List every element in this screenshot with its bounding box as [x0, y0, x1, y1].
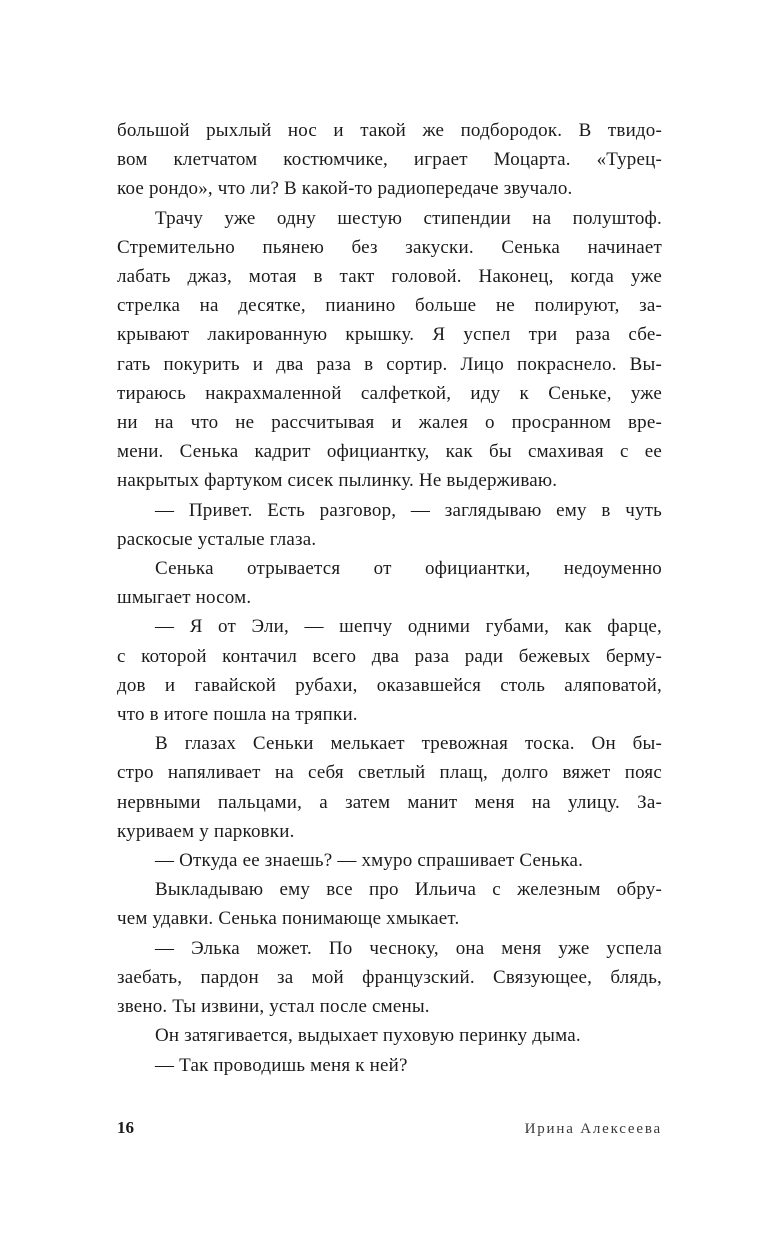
paragraph: [117, 554, 662, 612]
text-line: Сенька отрывается от официантки, недоуменно: [155, 558, 662, 580]
text-line: вом клетчатом костюмчике, играет Моцарта. «Турец-: [117, 149, 662, 171]
text-line: куриваем у парковки.: [117, 820, 295, 842]
paragraph: [117, 1051, 662, 1080]
text-line: кое рондо», что ли? В какой-то радиопередаче звучало.: [117, 178, 573, 200]
text-line: — Откуда ее знаешь? — хмуро спрашивает Сенька.: [155, 850, 584, 872]
page-footer: [117, 1118, 662, 1138]
text-line: крывают лакированную крышку. Я успел три раза сбе-: [117, 324, 662, 346]
running-header-author: Ирина Алексеева: [524, 1121, 662, 1137]
text-line: гать покурить и два раза в сортир. Лицо покраснело. Вы-: [117, 353, 662, 375]
paragraph: [117, 729, 662, 846]
text-line: дов и гавайской рубахи, оказавшейся столь аляповатой,: [117, 674, 662, 696]
text-line: звено. Ты извини, устал после смены.: [117, 996, 430, 1018]
text-line: В глазах Сеньки мелькает тревожная тоска. Он бы-: [155, 733, 662, 755]
paragraph: [117, 875, 662, 933]
text-line: большой рыхлый нос и такой же подбородок. В твидо-: [117, 120, 662, 141]
text-line: Трачу уже одну шестую стипендии на полуштоф.: [155, 207, 662, 229]
text-line: накрытых фартуком сисек пылинку. Не выдерживаю.: [117, 470, 558, 492]
text-line: — Так проводишь меня к ней?: [155, 1054, 408, 1076]
page-number: 16: [117, 1118, 134, 1137]
text-line: Стремительно пьянею без закуски. Сенька начинает: [117, 236, 662, 258]
paragraph: [117, 204, 662, 496]
paragraph: [117, 846, 662, 875]
paragraph: [117, 496, 662, 554]
text-block: [117, 116, 662, 1080]
paragraph: [117, 1021, 662, 1050]
text-line: что в итоге пошла на тряпки.: [117, 704, 358, 726]
text-line: нервными пальцами, а затем манит меня на улицу. За-: [117, 791, 662, 813]
text-line: — Элька может. По чесноку, она меня уже успела: [155, 937, 662, 959]
text-line: шмыгает носом.: [117, 587, 252, 609]
text-line: заебать, пардон за мой французский. Связующее, блядь,: [117, 966, 662, 988]
paragraph: [117, 116, 662, 204]
text-line: стро напяливает на себя светлый плащ, долго вяжет пояс: [117, 762, 662, 784]
text-line: тираюсь накрахмаленной салфеткой, иду к Сеньке, уже: [117, 382, 662, 404]
text-line: Выкладываю ему все про Ильича с железным обру-: [155, 879, 662, 901]
text-line: раскосые усталые глаза.: [117, 528, 317, 550]
text-line: лабать джаз, мотая в такт головой. Наконец, когда уже: [117, 266, 662, 288]
paragraph: [117, 612, 662, 729]
text-line: — Привет. Есть разговор, — заглядываю ему в чуть: [155, 499, 662, 521]
text-line: Он затягивается, выдыхает пуховую перинку дыма.: [155, 1025, 581, 1047]
text-line: мени. Сенька кадрит официантку, как бы смахивая с ее: [117, 441, 662, 463]
text-line: с которой контачил всего два раза ради бежевых берму-: [117, 645, 662, 667]
text-line: ни на что не рассчитывая и жалея о просранном вре-: [117, 412, 662, 434]
text-line: стрелка на десятке, пианино больше не полируют, за-: [117, 295, 662, 317]
text-line: — Я от Эли, — шепчу одними губами, как фарце,: [155, 616, 662, 638]
text-line: чем удавки. Сенька понимающе хмыкает.: [117, 908, 460, 930]
paragraph: [117, 934, 662, 1022]
